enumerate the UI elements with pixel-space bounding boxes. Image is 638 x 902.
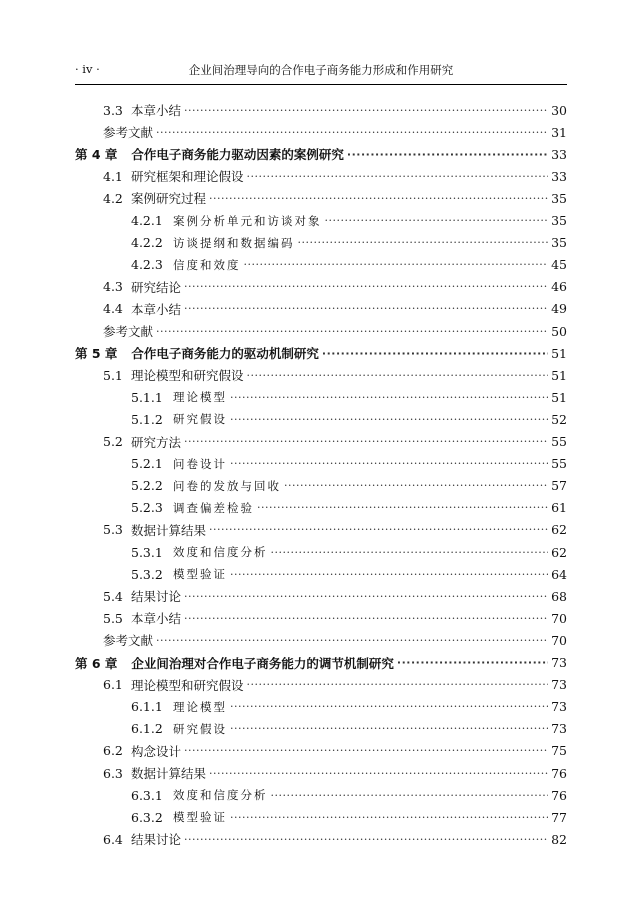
toc-dot-leader xyxy=(209,523,548,536)
toc-entry-title: 信度和效度 xyxy=(173,257,241,272)
toc-dot-leader xyxy=(247,170,549,183)
toc-dot-leader xyxy=(156,126,548,139)
toc-entry[interactable] xyxy=(103,519,567,541)
toc-dot-leader xyxy=(184,302,548,315)
toc-entry-page: 55 xyxy=(551,456,567,472)
toc-entry[interactable] xyxy=(103,740,567,762)
toc-dot-leader xyxy=(230,700,548,713)
toc-entry[interactable] xyxy=(131,541,567,563)
toc-entry-page: 51 xyxy=(551,345,567,361)
toc-dot-leader xyxy=(230,391,548,404)
toc-entry[interactable] xyxy=(103,276,567,298)
toc-entry-page: 73 xyxy=(551,655,567,670)
toc-dot-leader xyxy=(230,811,548,824)
toc-entry-title: 数据计算结果 xyxy=(131,522,207,538)
toc-entry-page: 30 xyxy=(551,102,567,118)
toc-entry-number: 6.3.2 xyxy=(131,809,163,825)
toc-entry[interactable] xyxy=(131,784,567,806)
toc-dot-leader xyxy=(184,744,548,757)
toc-entry-page: 55 xyxy=(551,434,567,449)
toc-entry-page: 62 xyxy=(551,522,567,538)
toc-entry-number: 第 5 章 xyxy=(75,346,118,362)
toc-entry-number: 5.4 xyxy=(103,588,123,604)
toc-entry-page: 33 xyxy=(551,146,567,162)
toc-dot-leader xyxy=(257,501,548,514)
toc-entry[interactable] xyxy=(131,408,567,430)
toc-entry-number: 6.1.1 xyxy=(131,699,163,715)
running-header xyxy=(75,62,567,80)
toc-entry[interactable] xyxy=(131,718,567,740)
toc-dot-leader xyxy=(325,214,549,227)
toc-entry-page: 46 xyxy=(551,279,567,295)
toc-entry[interactable] xyxy=(103,762,567,784)
toc-dot-leader xyxy=(230,413,548,426)
toc-entry-number: 6.4 xyxy=(103,831,123,847)
toc-entry-page: 45 xyxy=(551,257,567,273)
toc-entry-number: 6.3.1 xyxy=(131,787,163,803)
toc-dot-leader xyxy=(284,479,548,492)
toc-entry-number: 5.2.2 xyxy=(131,478,163,494)
toc-entry-title: 案例分析单元和访谈对象 xyxy=(173,213,322,228)
toc-entry-number: 4.2.1 xyxy=(131,213,163,228)
toc-dot-leader xyxy=(322,347,548,360)
toc-dot-leader xyxy=(209,192,548,205)
toc-entry-number: 4.1 xyxy=(103,168,123,184)
toc-dot-leader xyxy=(298,236,549,249)
toc-dot-leader xyxy=(209,767,548,780)
toc-entry-title: 调查偏差检验 xyxy=(173,500,254,515)
toc-entry-number: 6.1 xyxy=(103,677,123,693)
toc-entry-page: 62 xyxy=(551,544,567,560)
toc-references-entry[interactable] xyxy=(103,320,567,342)
toc-entry-number: 4.2.3 xyxy=(131,257,163,273)
toc-entry[interactable] xyxy=(131,696,567,718)
toc-entry-number: 5.3.1 xyxy=(131,544,163,560)
toc-entry-page: 68 xyxy=(551,588,567,604)
toc-entry-number: 5.1 xyxy=(103,367,123,383)
toc-entry-number: 5.3.2 xyxy=(131,566,163,582)
toc-entry[interactable] xyxy=(131,497,567,519)
toc-entry[interactable] xyxy=(103,364,567,386)
toc-chapter-entry[interactable] xyxy=(75,652,567,674)
toc-entry-number: 5.1.2 xyxy=(131,411,163,427)
toc-entry-title: 研究框架和理论假设 xyxy=(131,169,244,185)
toc-entry-number: 4.2.2 xyxy=(131,235,163,251)
toc-entry-title: 研究结论 xyxy=(131,279,182,295)
toc-entry[interactable] xyxy=(131,232,567,254)
toc-chapter-entry[interactable] xyxy=(75,342,567,364)
toc-entry[interactable] xyxy=(103,187,567,209)
toc-entry[interactable] xyxy=(131,806,567,828)
toc-dot-leader xyxy=(230,722,548,735)
toc-dot-leader xyxy=(184,435,548,448)
toc-entry-title: 结果讨论 xyxy=(131,832,182,848)
toc-entry-page: 76 xyxy=(551,787,567,803)
toc-entry-number: 5.2 xyxy=(103,434,123,449)
toc-dot-leader xyxy=(184,280,548,293)
toc-entry-title: 访谈提纲和数据编码 xyxy=(173,235,295,250)
toc-entry[interactable] xyxy=(131,475,567,497)
toc-entry-title: 模型验证 xyxy=(173,567,227,582)
toc-entry-page: 61 xyxy=(551,500,567,516)
toc-entry-title: 参考文献 xyxy=(103,633,154,649)
toc-dot-leader xyxy=(230,457,548,470)
toc-entry-page: 77 xyxy=(551,809,567,825)
toc-entry-number: 5.1.1 xyxy=(131,389,163,405)
header-page-number: · iv · xyxy=(75,62,100,76)
toc-entry-number: 第 6 章 xyxy=(75,655,118,671)
toc-entry-page: 75 xyxy=(551,743,567,759)
toc-entry-page: 82 xyxy=(551,831,567,847)
toc-entry-title: 效度和信度分析 xyxy=(173,788,268,803)
toc-entry-title: 理论模型和研究假设 xyxy=(131,368,244,384)
toc-dot-leader xyxy=(184,104,548,117)
toc-entry[interactable] xyxy=(103,674,567,696)
toc-entry-number: 6.2 xyxy=(103,743,123,759)
toc-entry-page: 70 xyxy=(551,632,567,648)
toc-dot-leader xyxy=(156,634,548,647)
toc-entry[interactable] xyxy=(103,298,567,320)
toc-entry-title: 理论模型 xyxy=(173,390,227,405)
toc-entry-page: 57 xyxy=(551,478,567,494)
toc-dot-leader xyxy=(271,789,549,802)
toc-entry-page: 51 xyxy=(551,367,567,383)
toc-entry-title: 合作电子商务能力驱动因素的案例研究 xyxy=(131,147,344,163)
header-title: 企业间治理导向的合作电子商务能力形成和作用研究 xyxy=(188,63,454,77)
toc-entry-number: 5.3 xyxy=(103,522,123,538)
toc-entry-page: 52 xyxy=(551,411,567,427)
toc-entry-page: 76 xyxy=(551,765,567,781)
toc-entry-page: 73 xyxy=(551,699,567,715)
toc-entry-page: 35 xyxy=(551,235,567,251)
toc-entry-number: 4.2 xyxy=(103,190,123,206)
toc-entry-title: 研究方法 xyxy=(131,434,182,450)
toc-entry[interactable] xyxy=(131,453,567,475)
toc-entry-title: 本章小结 xyxy=(131,611,182,627)
toc-entry[interactable] xyxy=(103,99,567,121)
toc-entry-number: 5.2.3 xyxy=(131,500,163,516)
toc-dot-leader xyxy=(271,546,549,559)
toc-entry-title: 案例研究过程 xyxy=(131,191,207,207)
toc-entry-page: 64 xyxy=(551,566,567,582)
header-rule xyxy=(75,84,567,85)
toc-entry-title: 研究假设 xyxy=(173,721,227,736)
toc-entry-number: 4.4 xyxy=(103,301,123,317)
toc-entry-title: 理论模型 xyxy=(173,699,227,714)
toc-entry-number: 5.2.1 xyxy=(131,456,163,472)
toc-dot-leader xyxy=(397,656,548,669)
toc-entry-title: 参考文献 xyxy=(103,324,154,339)
toc-entry[interactable] xyxy=(131,563,567,585)
toc-entry-title: 问卷的发放与回收 xyxy=(173,478,281,493)
toc-dot-leader xyxy=(247,678,549,691)
toc-entry-page: 51 xyxy=(551,389,567,405)
toc-dot-leader xyxy=(244,258,549,271)
toc-entry[interactable] xyxy=(103,431,567,453)
toc-entry-number: 第 4 章 xyxy=(75,147,118,163)
toc-dot-leader xyxy=(347,148,548,161)
toc-dot-leader xyxy=(184,612,548,625)
toc-entry-page: 35 xyxy=(551,213,567,228)
toc-entry[interactable] xyxy=(131,254,567,276)
toc-entry[interactable] xyxy=(103,165,567,187)
toc-entry-page: 49 xyxy=(551,301,567,317)
toc-references-entry[interactable] xyxy=(103,629,567,651)
toc-dot-leader xyxy=(184,590,548,603)
toc-entry-title: 参考文献 xyxy=(103,125,154,141)
toc-entry-title: 问卷设计 xyxy=(173,456,227,471)
toc-entry-title: 构念设计 xyxy=(131,743,182,759)
toc-entry-page: 73 xyxy=(551,721,567,737)
toc-entry[interactable] xyxy=(131,210,567,232)
toc-entry-number: 5.5 xyxy=(103,610,123,626)
toc-dot-leader xyxy=(184,833,548,846)
toc-entry-title: 本章小结 xyxy=(131,301,182,317)
toc-dot-leader xyxy=(156,325,548,338)
toc-references-entry[interactable] xyxy=(103,121,567,143)
toc-entry-title: 理论模型和研究假设 xyxy=(131,677,244,693)
toc-entry-title: 数据计算结果 xyxy=(131,766,207,781)
toc-entry[interactable] xyxy=(103,607,567,629)
toc-entry-page: 73 xyxy=(551,677,567,693)
toc-chapter-entry[interactable] xyxy=(75,143,567,165)
toc-entry-page: 50 xyxy=(551,323,567,339)
toc-entry-title: 模型验证 xyxy=(173,810,227,825)
toc-entry-number: 3.3 xyxy=(103,102,123,118)
toc-entry-page: 33 xyxy=(551,168,567,184)
toc-entry-title: 研究假设 xyxy=(173,412,227,427)
toc-entry-page: 35 xyxy=(551,190,567,206)
toc-entry-page: 31 xyxy=(551,124,567,140)
toc-entry-page: 70 xyxy=(551,610,567,626)
toc-entry-number: 6.1.2 xyxy=(131,721,163,737)
toc-entry-title: 效度和信度分析 xyxy=(173,545,268,559)
toc-entry[interactable] xyxy=(131,386,567,408)
toc-entry-title: 本章小结 xyxy=(131,103,182,118)
toc-entry-number: 6.3 xyxy=(103,765,123,781)
toc-dot-leader xyxy=(247,369,549,382)
toc-entry[interactable] xyxy=(103,828,567,850)
toc-entry[interactable] xyxy=(103,585,567,607)
toc-entry-title: 合作电子商务能力的驱动机制研究 xyxy=(131,346,319,362)
toc-dot-leader xyxy=(230,568,548,581)
toc-entry-title: 结果讨论 xyxy=(131,589,182,605)
toc-entry-title: 企业间治理对合作电子商务能力的调节机制研究 xyxy=(131,655,394,671)
toc-entry-number: 4.3 xyxy=(103,279,123,295)
